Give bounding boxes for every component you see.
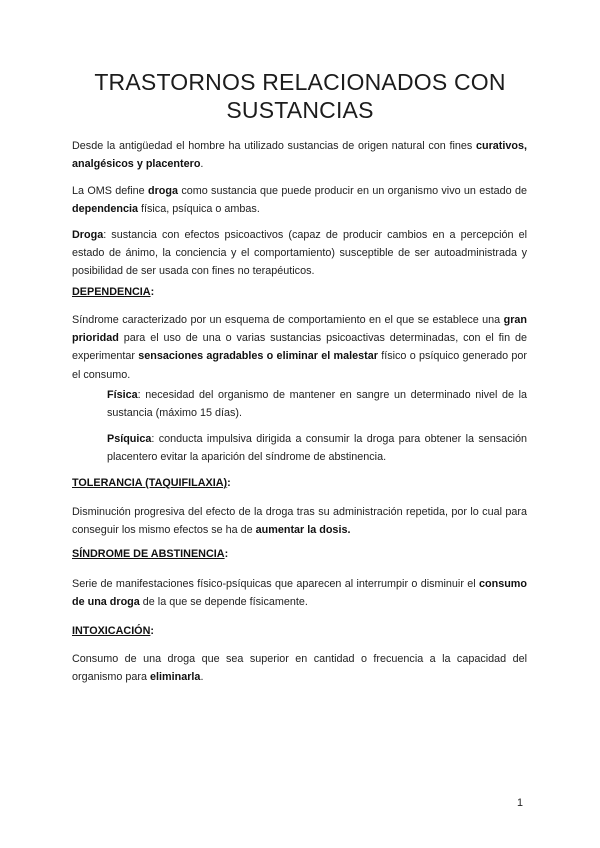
dependencia-heading: DEPENDENCIA: [72,286,155,298]
abstinencia-heading: SÍNDROME DE ABSTINENCIA: [72,548,229,560]
psiquica-definition: Psíquica: conducta impulsiva dirigida a consumir la droga para obtener la sensación placentero evitar la aparición del síndrome de abstinencia. [107,433,527,464]
abstinencia-paragraph: Serie de manifestaciones físico-psíquicas que aparecen al interrumpir o disminuir el consumo de una droga de la que se depende físicamente. [72,578,527,609]
oms-paragraph: La OMS define droga como sustancia que puede producir en un organismo vivo un estado de dependencia física, psíquica o ambas. [72,185,527,216]
page-title: TRASTORNOS RELACIONADOS CON SUSTANCIAS [94,69,506,123]
intoxicacion-heading: INTOXICACIÓN: [72,625,154,637]
tolerancia-paragraph: Disminución progresiva del efecto de la droga tras su administración repetida, por lo cual para conseguir los mismo efectos se ha de aumentar la dosis. [72,506,527,537]
dependencia-paragraph: Síndrome caracterizado por un esquema de comportamiento en el que se establece una gran prioridad para el uso de una o varias sustancias psicoactivas determinadas, con el fin de experimentar sensaciones agradables o eliminar el malestar físico o psíquico generado por el consumo. [72,314,528,381]
page-number: 1 [517,797,524,809]
tolerancia-heading: TOLERANCIA (TAQUIFILAXIA): [72,477,231,489]
droga-definition: Droga: sustancia con efectos psicoactivos (capaz de producir cambios en a percepción el estado de ánimo, la conciencia y el comportamiento) susceptible de ser autoadministrada y posibilidad de ser usada con fines no terapéuticos. [72,229,527,278]
intro-paragraph: Desde la antigüedad el hombre ha utilizado sustancias de origen natural con fines curativos, analgésicos y placentero. [72,140,527,171]
intoxicacion-paragraph: Consumo de una droga que sea superior en cantidad o frecuencia a la capacidad del organismo para eliminarla. [72,653,527,684]
fisica-definition: Física: necesidad del organismo de mantener en sangre un determinado nivel de la sustancia (máximo 15 días). [107,389,527,420]
